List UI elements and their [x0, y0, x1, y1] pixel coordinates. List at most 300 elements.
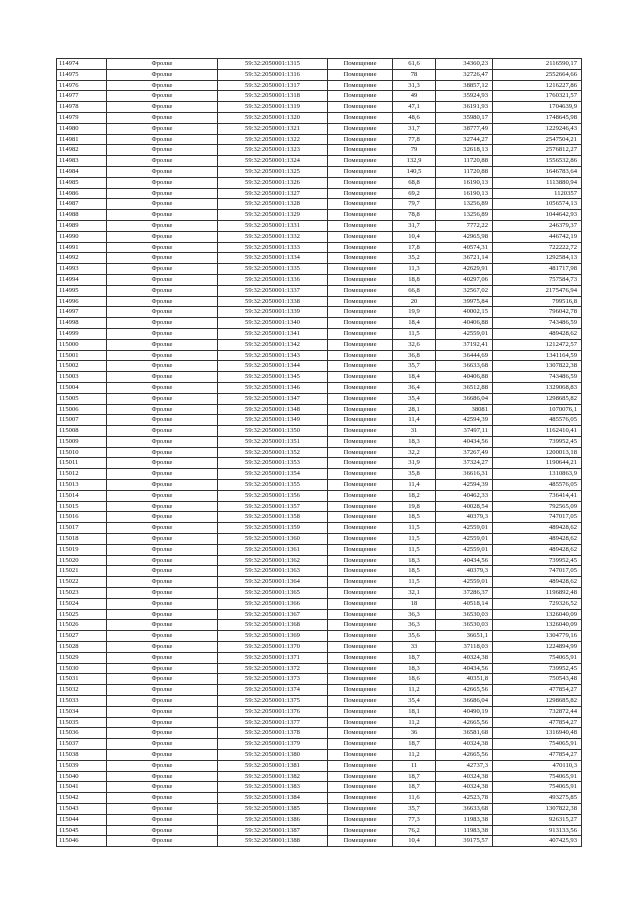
- table-row: [57, 59, 582, 70]
- row-id-cell: 115040: [57, 771, 107, 782]
- table-row: [57, 102, 582, 113]
- unit-value-cell: 40324,38: [436, 782, 493, 793]
- total-value-cell: 1292584,13: [493, 253, 582, 264]
- table-row: [57, 145, 582, 156]
- cadastral-number-cell: 59:32:2050001:1345: [218, 372, 328, 383]
- unit-value-cell: 36686,04: [436, 696, 493, 707]
- row-id-cell: 114988: [57, 210, 107, 221]
- object-type-cell: Помещение: [328, 210, 393, 221]
- unit-value-cell: 11983,38: [436, 825, 493, 836]
- total-value-cell: 1326040,09: [493, 620, 582, 631]
- object-type-cell: Помещение: [328, 253, 393, 264]
- unit-value-cell: 42629,91: [436, 264, 493, 275]
- total-value-cell: 1113880,94: [493, 177, 582, 188]
- object-type-cell: Помещение: [328, 393, 393, 404]
- cadastral-number-cell: 59:32:2050001:1335: [218, 264, 328, 275]
- unit-value-cell: 7772,22: [436, 220, 493, 231]
- object-type-cell: Помещение: [328, 685, 393, 696]
- owner-cell: Фролке: [107, 598, 218, 609]
- object-type-cell: Помещение: [328, 566, 393, 577]
- unit-value-cell: 16190,13: [436, 188, 493, 199]
- total-value-cell: 754065,91: [493, 652, 582, 663]
- cadastral-number-cell: 59:32:2050001:1359: [218, 523, 328, 534]
- object-type-cell: Помещение: [328, 588, 393, 599]
- unit-value-cell: 40028,54: [436, 501, 493, 512]
- area-cell: 18,7: [393, 739, 436, 750]
- total-value-cell: 1229246,43: [493, 123, 582, 134]
- owner-cell: Фролке: [107, 760, 218, 771]
- unit-value-cell: 40434,56: [436, 436, 493, 447]
- area-cell: 18,3: [393, 663, 436, 674]
- object-type-cell: Помещение: [328, 620, 393, 631]
- cadastral-number-cell: 59:32:2050001:1380: [218, 750, 328, 761]
- owner-cell: Фролке: [107, 242, 218, 253]
- area-cell: 76,2: [393, 825, 436, 836]
- row-id-cell: 115042: [57, 793, 107, 804]
- unit-value-cell: 39975,84: [436, 296, 493, 307]
- object-type-cell: Помещение: [328, 123, 393, 134]
- total-value-cell: 1310863,9: [493, 469, 582, 480]
- owner-cell: Фролке: [107, 210, 218, 221]
- unit-value-cell: 42665,56: [436, 750, 493, 761]
- area-cell: 11,5: [393, 328, 436, 339]
- object-type-cell: Помещение: [328, 91, 393, 102]
- row-id-cell: 114977: [57, 91, 107, 102]
- cadastral-number-cell: 59:32:2050001:1325: [218, 166, 328, 177]
- row-id-cell: 115044: [57, 814, 107, 825]
- total-value-cell: 477854,27: [493, 717, 582, 728]
- table-row: [57, 512, 582, 523]
- area-cell: 18,5: [393, 566, 436, 577]
- table-row: [57, 588, 582, 599]
- total-value-cell: 750543,48: [493, 674, 582, 685]
- total-value-cell: 407425,93: [493, 836, 582, 847]
- owner-cell: Фролке: [107, 566, 218, 577]
- area-cell: 11,5: [393, 523, 436, 534]
- object-type-cell: Помещение: [328, 544, 393, 555]
- area-cell: 11,2: [393, 750, 436, 761]
- total-value-cell: 1646783,64: [493, 166, 582, 177]
- owner-cell: Фролке: [107, 69, 218, 80]
- row-id-cell: 115002: [57, 361, 107, 372]
- row-id-cell: 115019: [57, 544, 107, 555]
- owner-cell: Фролке: [107, 728, 218, 739]
- total-value-cell: 739952,45: [493, 555, 582, 566]
- table-row: [57, 674, 582, 685]
- object-type-cell: Помещение: [328, 480, 393, 491]
- total-value-cell: 754065,91: [493, 782, 582, 793]
- object-type-cell: Помещение: [328, 350, 393, 361]
- table-row: [57, 339, 582, 350]
- table-row: [57, 598, 582, 609]
- area-cell: 35,6: [393, 631, 436, 642]
- table-row: [57, 577, 582, 588]
- area-cell: 18,7: [393, 782, 436, 793]
- object-type-cell: Помещение: [328, 69, 393, 80]
- object-type-cell: Помещение: [328, 663, 393, 674]
- row-id-cell: 114981: [57, 134, 107, 145]
- total-value-cell: 2552664,66: [493, 69, 582, 80]
- total-value-cell: 489428,62: [493, 523, 582, 534]
- object-type-cell: Помещение: [328, 318, 393, 329]
- area-cell: 79,7: [393, 199, 436, 210]
- area-cell: 18,3: [393, 555, 436, 566]
- owner-cell: Фролке: [107, 544, 218, 555]
- table-row: [57, 112, 582, 123]
- unit-value-cell: 40406,88: [436, 372, 493, 383]
- row-id-cell: 115032: [57, 685, 107, 696]
- area-cell: 68,8: [393, 177, 436, 188]
- table-row: [57, 328, 582, 339]
- unit-value-cell: 38857,12: [436, 80, 493, 91]
- table-row: [57, 566, 582, 577]
- unit-value-cell: 36616,31: [436, 469, 493, 480]
- document-page: [56, 58, 581, 847]
- total-value-cell: 481717,98: [493, 264, 582, 275]
- table-row: [57, 123, 582, 134]
- owner-cell: Фролке: [107, 674, 218, 685]
- row-id-cell: 114993: [57, 264, 107, 275]
- total-value-cell: 1212472,57: [493, 339, 582, 350]
- owner-cell: Фролке: [107, 177, 218, 188]
- area-cell: 35,7: [393, 803, 436, 814]
- table-row: [57, 91, 582, 102]
- owner-cell: Фролке: [107, 458, 218, 469]
- cadastral-number-cell: 59:32:2050001:1388: [218, 836, 328, 847]
- row-id-cell: 115001: [57, 350, 107, 361]
- row-id-cell: 115034: [57, 706, 107, 717]
- table-row: [57, 739, 582, 750]
- unit-value-cell: 38081: [436, 404, 493, 415]
- area-cell: 33: [393, 642, 436, 653]
- cadastral-number-cell: 59:32:2050001:1339: [218, 307, 328, 318]
- area-cell: 36,3: [393, 609, 436, 620]
- owner-cell: Фролке: [107, 836, 218, 847]
- table-row: [57, 490, 582, 501]
- table-row: [57, 501, 582, 512]
- row-id-cell: 114984: [57, 166, 107, 177]
- table-row: [57, 782, 582, 793]
- table-row: [57, 544, 582, 555]
- object-type-cell: Помещение: [328, 188, 393, 199]
- area-cell: 11: [393, 760, 436, 771]
- owner-cell: Фролке: [107, 220, 218, 231]
- row-id-cell: 115012: [57, 469, 107, 480]
- area-cell: 35,8: [393, 469, 436, 480]
- object-type-cell: Помещение: [328, 803, 393, 814]
- unit-value-cell: 36512,88: [436, 382, 493, 393]
- unit-value-cell: 36651,1: [436, 631, 493, 642]
- owner-cell: Фролке: [107, 523, 218, 534]
- total-value-cell: 1056574,13: [493, 199, 582, 210]
- row-id-cell: 114985: [57, 177, 107, 188]
- total-value-cell: 913133,56: [493, 825, 582, 836]
- object-type-cell: Помещение: [328, 199, 393, 210]
- total-value-cell: 1556532,86: [493, 156, 582, 167]
- owner-cell: Фролке: [107, 145, 218, 156]
- area-cell: 31,9: [393, 458, 436, 469]
- table-row: [57, 166, 582, 177]
- unit-value-cell: 42594,39: [436, 480, 493, 491]
- area-cell: 35,4: [393, 696, 436, 707]
- table-row: [57, 69, 582, 80]
- unit-value-cell: 42594,39: [436, 415, 493, 426]
- cadastral-number-cell: 59:32:2050001:1356: [218, 490, 328, 501]
- row-id-cell: 115014: [57, 490, 107, 501]
- area-cell: 79: [393, 145, 436, 156]
- total-value-cell: 1307822,38: [493, 361, 582, 372]
- area-cell: 28,1: [393, 404, 436, 415]
- object-type-cell: Помещение: [328, 145, 393, 156]
- object-type-cell: Помещение: [328, 836, 393, 847]
- cadastral-number-cell: 59:32:2050001:1344: [218, 361, 328, 372]
- area-cell: 49: [393, 91, 436, 102]
- row-id-cell: 115005: [57, 393, 107, 404]
- unit-value-cell: 40518,14: [436, 598, 493, 609]
- cadastral-number-cell: 59:32:2050001:1367: [218, 609, 328, 620]
- unit-value-cell: 37118,03: [436, 642, 493, 653]
- area-cell: 18: [393, 598, 436, 609]
- object-type-cell: Помещение: [328, 750, 393, 761]
- area-cell: 11,5: [393, 544, 436, 555]
- row-id-cell: 114982: [57, 145, 107, 156]
- total-value-cell: 1120357: [493, 188, 582, 199]
- table-row: [57, 134, 582, 145]
- owner-cell: Фролке: [107, 134, 218, 145]
- cadastral-number-cell: 59:32:2050001:1352: [218, 447, 328, 458]
- area-cell: 32,1: [393, 588, 436, 599]
- row-id-cell: 115031: [57, 674, 107, 685]
- row-id-cell: 114998: [57, 318, 107, 329]
- total-value-cell: 446742,19: [493, 231, 582, 242]
- owner-cell: Фролке: [107, 771, 218, 782]
- object-type-cell: Помещение: [328, 631, 393, 642]
- cadastral-number-cell: 59:32:2050001:1358: [218, 512, 328, 523]
- owner-cell: Фролке: [107, 631, 218, 642]
- unit-value-cell: 36581,68: [436, 728, 493, 739]
- total-value-cell: 736414,41: [493, 490, 582, 501]
- table-row: [57, 253, 582, 264]
- cadastral-number-cell: 59:32:2050001:1319: [218, 102, 328, 113]
- area-cell: 11,4: [393, 480, 436, 491]
- cadastral-number-cell: 59:32:2050001:1326: [218, 177, 328, 188]
- table-row: [57, 458, 582, 469]
- unit-value-cell: 42559,01: [436, 544, 493, 555]
- object-type-cell: Помещение: [328, 264, 393, 275]
- cadastral-number-cell: 59:32:2050001:1334: [218, 253, 328, 264]
- area-cell: 32,6: [393, 339, 436, 350]
- owner-cell: Фролке: [107, 750, 218, 761]
- unit-value-cell: 42559,01: [436, 577, 493, 588]
- row-id-cell: 115015: [57, 501, 107, 512]
- total-value-cell: 489428,62: [493, 577, 582, 588]
- object-type-cell: Помещение: [328, 404, 393, 415]
- object-type-cell: Помещение: [328, 372, 393, 383]
- object-type-cell: Помещение: [328, 577, 393, 588]
- owner-cell: Фролке: [107, 652, 218, 663]
- owner-cell: Фролке: [107, 112, 218, 123]
- unit-value-cell: 37497,11: [436, 426, 493, 437]
- object-type-cell: Помещение: [328, 469, 393, 480]
- area-cell: 11,5: [393, 534, 436, 545]
- unit-value-cell: 37286,37: [436, 588, 493, 599]
- owner-cell: Фролке: [107, 436, 218, 447]
- cadastral-number-cell: 59:32:2050001:1338: [218, 296, 328, 307]
- area-cell: 18,7: [393, 771, 436, 782]
- table-row: [57, 750, 582, 761]
- object-type-cell: Помещение: [328, 609, 393, 620]
- cadastral-number-cell: 59:32:2050001:1351: [218, 436, 328, 447]
- total-value-cell: 489428,62: [493, 534, 582, 545]
- total-value-cell: 1298685,82: [493, 696, 582, 707]
- owner-cell: Фролке: [107, 642, 218, 653]
- unit-value-cell: 42665,56: [436, 717, 493, 728]
- cadastral-number-cell: 59:32:2050001:1364: [218, 577, 328, 588]
- cadastral-number-cell: 59:32:2050001:1379: [218, 739, 328, 750]
- row-id-cell: 114979: [57, 112, 107, 123]
- table-row: [57, 296, 582, 307]
- total-value-cell: 743486,59: [493, 372, 582, 383]
- cadastral-number-cell: 59:32:2050001:1318: [218, 91, 328, 102]
- table-row: [57, 404, 582, 415]
- unit-value-cell: 37192,41: [436, 339, 493, 350]
- table-row: [57, 685, 582, 696]
- cadastral-number-cell: 59:32:2050001:1348: [218, 404, 328, 415]
- cadastral-number-cell: 59:32:2050001:1316: [218, 69, 328, 80]
- unit-value-cell: 37324,27: [436, 458, 493, 469]
- table-row: [57, 447, 582, 458]
- owner-cell: Фролке: [107, 350, 218, 361]
- object-type-cell: Помещение: [328, 231, 393, 242]
- object-type-cell: Помещение: [328, 825, 393, 836]
- cadastral-number-cell: 59:32:2050001:1373: [218, 674, 328, 685]
- total-value-cell: 1307822,38: [493, 803, 582, 814]
- table-row: [57, 642, 582, 653]
- row-id-cell: 115043: [57, 803, 107, 814]
- cadastral-number-cell: 59:32:2050001:1350: [218, 426, 328, 437]
- area-cell: 31: [393, 426, 436, 437]
- table-row: [57, 382, 582, 393]
- area-cell: 18,3: [393, 436, 436, 447]
- cadastral-number-cell: 59:32:2050001:1369: [218, 631, 328, 642]
- object-type-cell: Помещение: [328, 361, 393, 372]
- table-row: [57, 393, 582, 404]
- owner-cell: Фролке: [107, 685, 218, 696]
- total-value-cell: 493275,85: [493, 793, 582, 804]
- object-type-cell: Помещение: [328, 220, 393, 231]
- object-type-cell: Помещение: [328, 134, 393, 145]
- row-id-cell: 114987: [57, 199, 107, 210]
- row-id-cell: 114976: [57, 80, 107, 91]
- cadastral-number-cell: 59:32:2050001:1384: [218, 793, 328, 804]
- total-value-cell: 747017,05: [493, 566, 582, 577]
- owner-cell: Фролке: [107, 793, 218, 804]
- table-row: [57, 361, 582, 372]
- area-cell: 31,7: [393, 220, 436, 231]
- cadastral-number-cell: 59:32:2050001:1341: [218, 328, 328, 339]
- total-value-cell: 2116590,17: [493, 59, 582, 70]
- cadastral-number-cell: 59:32:2050001:1387: [218, 825, 328, 836]
- owner-cell: Фролке: [107, 512, 218, 523]
- object-type-cell: Помещение: [328, 782, 393, 793]
- table-row: [57, 760, 582, 771]
- area-cell: 11,5: [393, 577, 436, 588]
- row-id-cell: 115022: [57, 577, 107, 588]
- owner-cell: Фролке: [107, 274, 218, 285]
- cadastral-number-cell: 59:32:2050001:1328: [218, 199, 328, 210]
- cadastral-number-cell: 59:32:2050001:1333: [218, 242, 328, 253]
- table-row: [57, 793, 582, 804]
- owner-cell: Фролке: [107, 490, 218, 501]
- cadastral-number-cell: 59:32:2050001:1321: [218, 123, 328, 134]
- row-id-cell: 114978: [57, 102, 107, 113]
- cadastral-number-cell: 59:32:2050001:1381: [218, 760, 328, 771]
- object-type-cell: Помещение: [328, 501, 393, 512]
- cadastral-number-cell: 59:32:2050001:1322: [218, 134, 328, 145]
- object-type-cell: Помещение: [328, 555, 393, 566]
- unit-value-cell: 37267,49: [436, 447, 493, 458]
- owner-cell: Фролке: [107, 231, 218, 242]
- total-value-cell: 722222,72: [493, 242, 582, 253]
- total-value-cell: 754065,91: [493, 739, 582, 750]
- unit-value-cell: 40574,31: [436, 242, 493, 253]
- table-row: [57, 469, 582, 480]
- row-id-cell: 115038: [57, 750, 107, 761]
- total-value-cell: 1326040,09: [493, 609, 582, 620]
- area-cell: 18,7: [393, 652, 436, 663]
- row-id-cell: 115010: [57, 447, 107, 458]
- cadastral-number-cell: 59:32:2050001:1355: [218, 480, 328, 491]
- unit-value-cell: 34360,23: [436, 59, 493, 70]
- table-row: [57, 696, 582, 707]
- row-id-cell: 115027: [57, 631, 107, 642]
- object-type-cell: Помещение: [328, 728, 393, 739]
- unit-value-cell: 36530,03: [436, 609, 493, 620]
- row-id-cell: 115009: [57, 436, 107, 447]
- table-row: [57, 177, 582, 188]
- total-value-cell: 1216227,86: [493, 80, 582, 91]
- row-id-cell: 114974: [57, 59, 107, 70]
- row-id-cell: 114996: [57, 296, 107, 307]
- cadastral-number-cell: 59:32:2050001:1365: [218, 588, 328, 599]
- unit-value-cell: 32726,47: [436, 69, 493, 80]
- total-value-cell: 2576812,27: [493, 145, 582, 156]
- area-cell: 18,6: [393, 674, 436, 685]
- cadastral-number-cell: 59:32:2050001:1383: [218, 782, 328, 793]
- cadastral-number-cell: 59:32:2050001:1353: [218, 458, 328, 469]
- object-type-cell: Помещение: [328, 598, 393, 609]
- row-id-cell: 115003: [57, 372, 107, 383]
- unit-value-cell: 42965,98: [436, 231, 493, 242]
- unit-value-cell: 11720,88: [436, 166, 493, 177]
- table-row: [57, 534, 582, 545]
- owner-cell: Фролке: [107, 480, 218, 491]
- area-cell: 11,2: [393, 685, 436, 696]
- owner-cell: Фролке: [107, 296, 218, 307]
- owner-cell: Фролке: [107, 803, 218, 814]
- table-row: [57, 199, 582, 210]
- unit-value-cell: 42559,01: [436, 328, 493, 339]
- cadastral-number-cell: 59:32:2050001:1336: [218, 274, 328, 285]
- cadastral-number-cell: 59:32:2050001:1354: [218, 469, 328, 480]
- cadastral-number-cell: 59:32:2050001:1361: [218, 544, 328, 555]
- row-id-cell: 115007: [57, 415, 107, 426]
- total-value-cell: 477854,27: [493, 750, 582, 761]
- unit-value-cell: 36633,68: [436, 803, 493, 814]
- row-id-cell: 115033: [57, 696, 107, 707]
- unit-value-cell: 11720,88: [436, 156, 493, 167]
- object-type-cell: Помещение: [328, 102, 393, 113]
